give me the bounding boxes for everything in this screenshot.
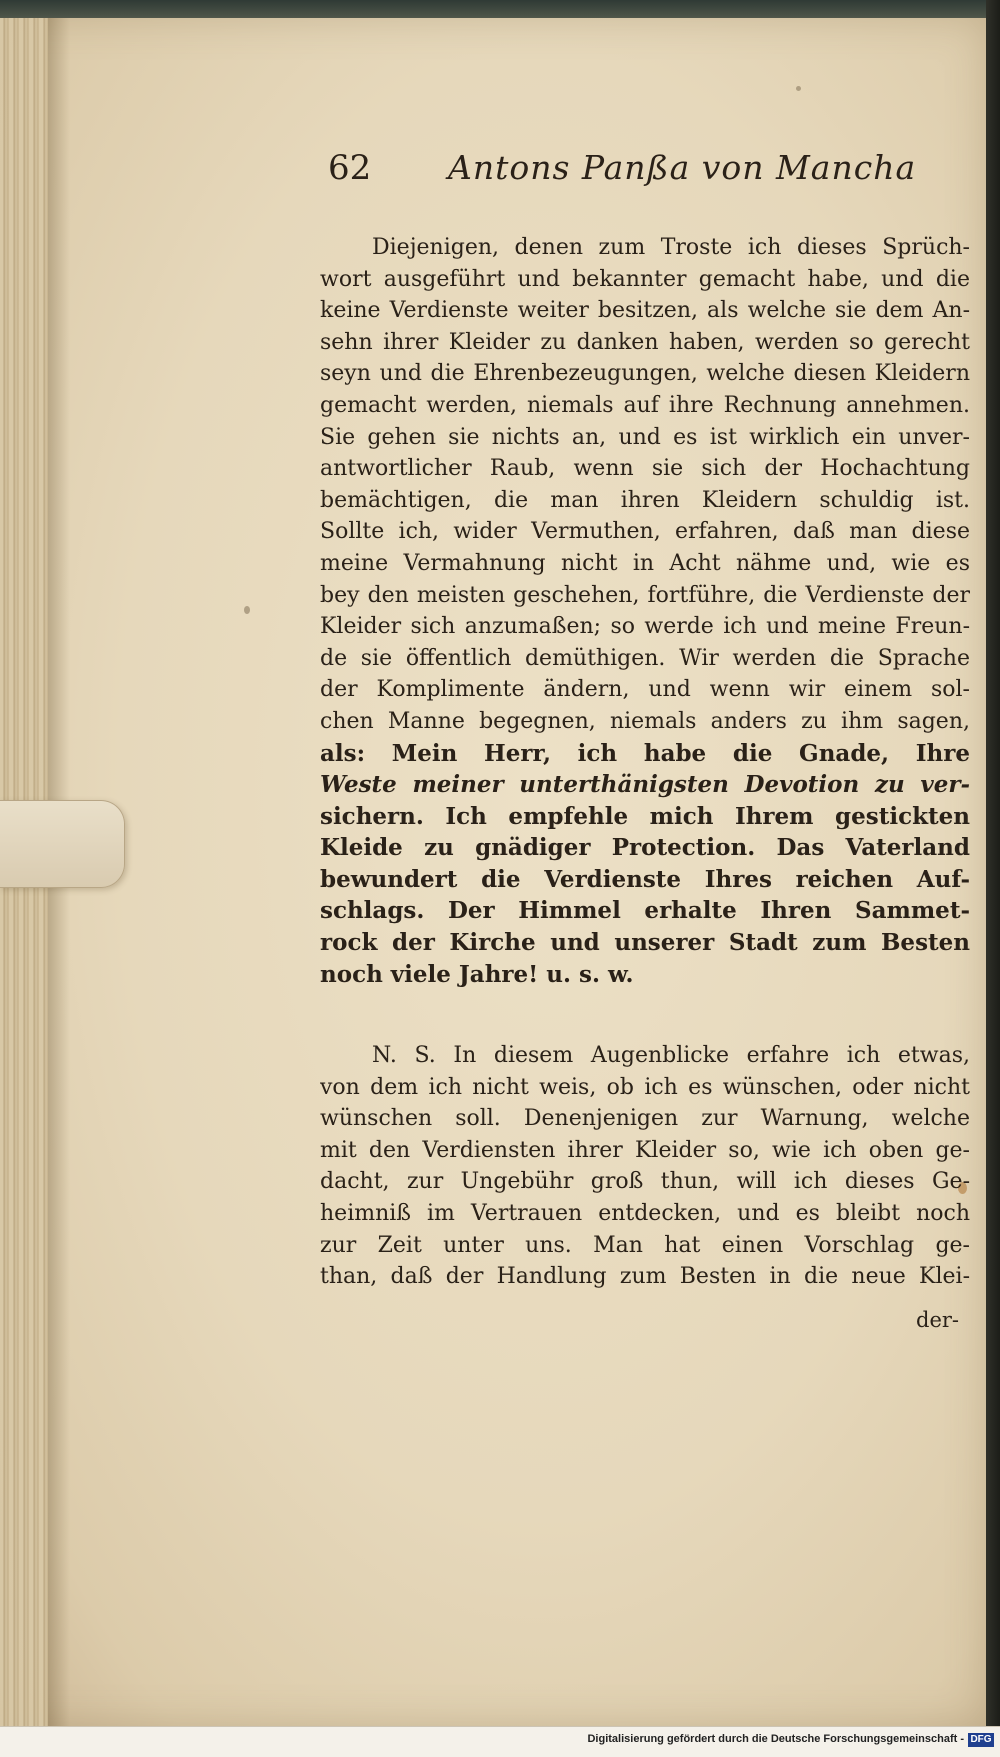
text-line-emphasis: rock der Kirche und unserer Stadt zum Besten	[320, 929, 970, 957]
catchword: der-	[916, 1308, 960, 1332]
text-line-emphasis: Kleide zu gnädiger Protection. Das Vaterland	[320, 834, 970, 862]
text-line: mit den Verdiensten ihrer Kleider so, wie ich oben ge-	[320, 1137, 970, 1163]
funding-credit: Digitalisierung gefördert durch die Deutsche Forschungsgemeinschaft -	[587, 1733, 964, 1745]
text-line: wort ausgeführt und bekannter gemacht habe, und die	[320, 266, 970, 292]
text-line: de sie öffentlich demüthigen. Wir werden die Sprache	[320, 645, 970, 671]
text-line-emphasis: sichern. Ich empfehle mich Ihrem gestickten	[320, 802, 970, 830]
paper-tab-marker	[0, 800, 125, 888]
main-paragraph	[320, 232, 970, 990]
page-number: 62	[328, 148, 372, 188]
text-line-emphasis: noch viele Jahre! u. s. w.	[320, 960, 634, 988]
text-line: antwortlicher Raub, wenn sie sich der Hochachtung	[320, 456, 970, 482]
text-line: bey den meisten geschehen, fortführe, die Verdienste der	[320, 582, 970, 608]
paper-speck	[244, 606, 250, 614]
text-line: meine Vermahnung nicht in Acht nähme und, wie es	[320, 550, 970, 576]
text-line: Kleider sich anzumaßen; so werde ich und meine Freun-	[320, 614, 970, 640]
text-line: chen Manne begegnen, niemals anders zu ihm sagen,	[320, 708, 970, 734]
postscript-paragraph	[320, 1040, 970, 1293]
page-header	[320, 148, 960, 198]
text-line: Diejenigen, denen zum Troste ich dieses Sprüch-	[372, 235, 970, 260]
text-line: bemächtigen, die man ihren Kleidern schuldig ist.	[320, 487, 970, 513]
text-line: der Komplimente ändern, und wenn wir einem sol-	[320, 677, 970, 703]
text-line: heimniß im Vertrauen entdecken, und es bleibt noch	[320, 1200, 970, 1226]
text-line: sehn ihrer Kleider zu danken haben, werden so gerecht	[320, 329, 970, 355]
text-line: than, daß der Handlung zum Besten in die neue Klei-	[320, 1264, 970, 1290]
text-line: gemacht werden, niemals auf ihre Rechnung annehmen.	[320, 392, 970, 418]
text-line-emphasis: bewundert die Verdienste Ihres reichen Auf-	[320, 865, 970, 893]
text-line: Sollte ich, wider Vermuthen, erfahren, daß man diese	[320, 519, 970, 545]
text-line: keine Verdienste weiter besitzen, als welche sie dem An-	[320, 298, 970, 324]
text-line-emphasis: als: Mein Herr, ich habe die Gnade, Ihre	[320, 739, 970, 767]
running-title: Antons Panßa von Mancha	[448, 148, 917, 187]
text-line: wünschen soll. Denenjenigen zur Warnung, welche	[320, 1106, 970, 1132]
paper-speck	[796, 86, 801, 91]
text-line: zur Zeit unter uns. Man hat einen Vorschlag ge-	[320, 1232, 970, 1258]
text-line-emphasis: schlags. Der Himmel erhalte Ihren Sammet-	[320, 897, 970, 925]
text-line: seyn und die Ehrenbezeugungen, welche diesen Kleidern	[320, 361, 970, 387]
scan-right-edge	[986, 0, 1000, 1756]
text-line: N. S. In diesem Augenblicke erfahre ich etwas,	[372, 1043, 970, 1068]
text-line: dacht, zur Ungebühr groß thun, will ich dieses Ge-	[320, 1169, 970, 1195]
text-line-emphasis: Weste meiner unterthänigsten Devotion zu ver-	[320, 771, 970, 799]
text-line: Sie gehen sie nichts an, und es ist wirklich ein unver-	[320, 424, 970, 450]
dfg-logo: DFG	[968, 1733, 994, 1747]
text-line: von dem ich nicht weis, ob ich es wünschen, oder nicht	[320, 1074, 970, 1100]
